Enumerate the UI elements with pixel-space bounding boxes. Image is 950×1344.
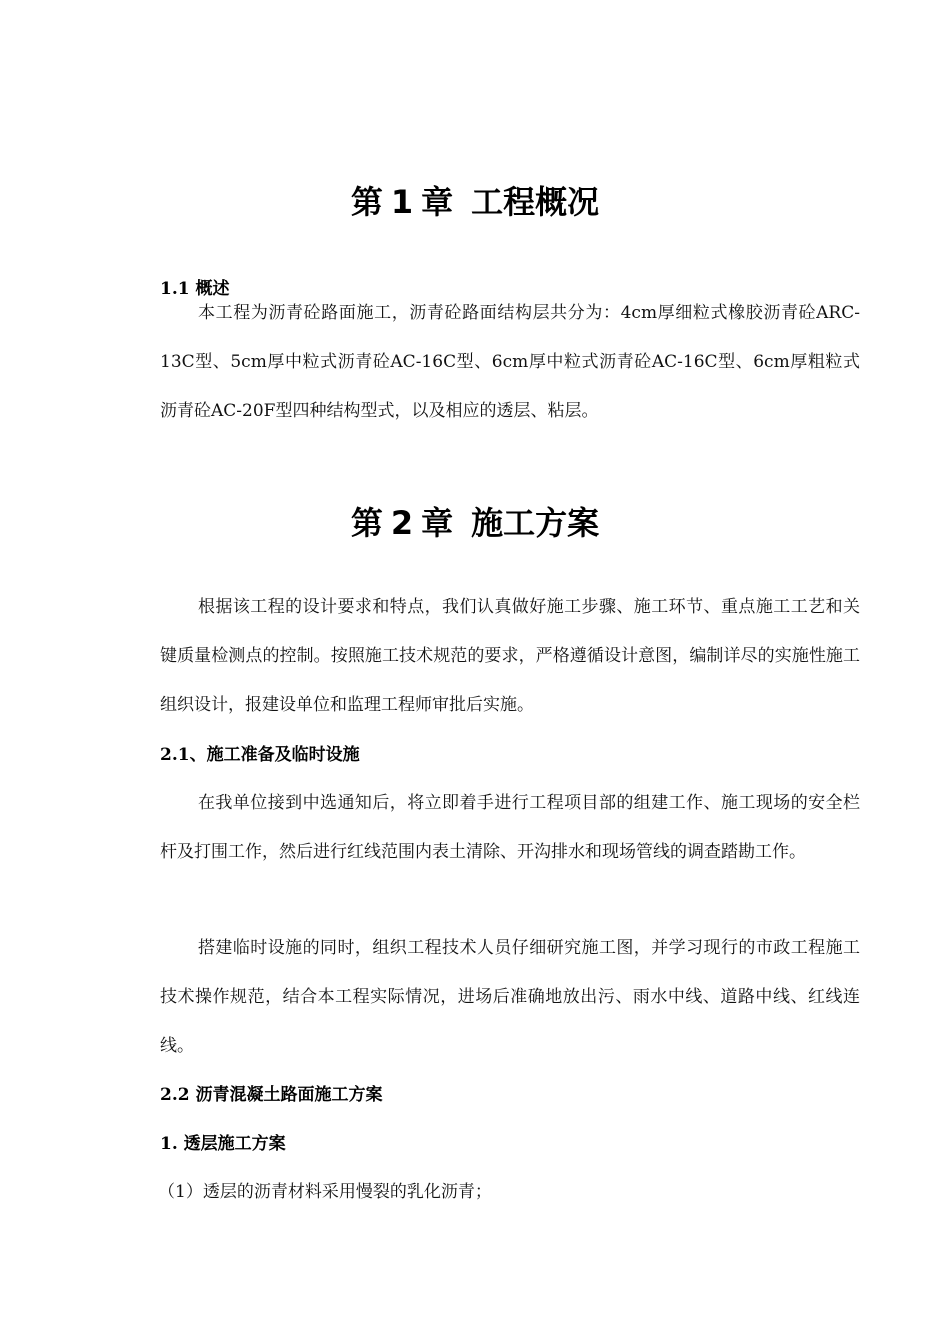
chapter-2-prefix: 第 — [350, 504, 383, 542]
chapter-1-prefix: 第 — [350, 183, 383, 221]
section-2-2-heading: 2.2 沥青混凝土路面施工方案 — [160, 1085, 383, 1105]
section-2-1-para-2: 搭建临时设施的同时，组织工程技术人员仔细研究施工图，并学习现行的市政工程施工技术操作规范，结合本工程实际情况，进场后准确地放出污、雨水中线、道路中线、红线连线。 — [160, 938, 860, 1056]
chapter-1-number: 1 — [390, 183, 414, 221]
chapter-2-title — [0, 503, 950, 543]
chapter-1-title — [0, 182, 950, 222]
section-1-1-heading: 1.1 概述 — [160, 279, 230, 299]
chapter-2-name: 施工方案 — [471, 504, 600, 542]
chapter-2-intro: 根据该工程的设计要求和特点，我们认真做好施工步骤、施工环节、重点施工工艺和关键质量检测点的控制。按照施工技术规范的要求，严格遵循设计意图，编制详尽的实施性施工组织设计，报建设单位和监理工程师审批后实施。 — [160, 597, 860, 715]
section-2-1-para-1: 在我单位接到中选通知后，将立即着手进行工程项目部的组建工作、施工现场的安全栏杆及打围工作，然后进行红线范围内表土清除、开沟排水和现场管线的调查踏勘工作。 — [160, 793, 860, 862]
list-item-1: （1）透层的沥青材料采用慢裂的乳化沥青； — [158, 1182, 492, 1202]
chapter-2-number: 2 — [390, 504, 414, 542]
chapter-1-name: 工程概况 — [471, 183, 600, 221]
chapter-2-suffix: 章 — [421, 504, 454, 542]
section-1-1-body: 本工程为沥青砼路面施工，沥青砼路面结构层共分为：4cm厚细粒式橡胶沥青砼ARC-13C型、5cm厚中粒式沥青砼AC-16C型、6cm厚中粒式沥青砼AC-16C型、6cm厚粗粒式沥青砼AC-20F型四种结构型式，以及相应的透层、粘层。 — [160, 303, 860, 421]
chapter-1-suffix: 章 — [421, 183, 454, 221]
subsection-1-heading: 1. 透层施工方案 — [160, 1134, 286, 1154]
section-2-1-heading: 2.1、施工准备及临时设施 — [160, 745, 360, 765]
